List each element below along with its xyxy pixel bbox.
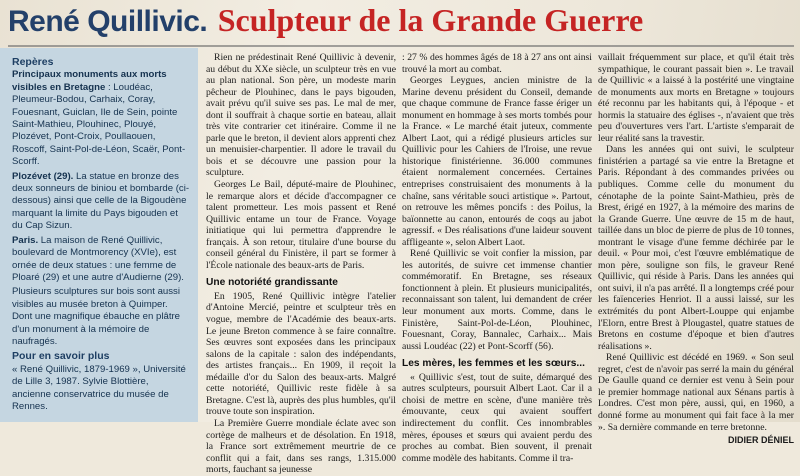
sidebar-paris — [12, 235, 190, 285]
col1-paragraph-3: En 1905, René Quillivic intègre l'atelier d'Antoine Mercié, peintre et sculpteur très en vogue, membre de l'Académie des beaux-arts. Le jeune Breton commence à se faire connaître. Ses œuvres sont exposées dans les principaux salons de la capitale : salon des indépendants, des artistes français... En 1909, il reçoit la médaille d'or du Salon des beaux-arts. Malgré cette notoriété, Quillivic reste fidèle à sa Bretagne. C'est là, auprès des plus humbles, qu'il trouve toute son inspiration. — [206, 290, 396, 418]
author-signature: DIDIER DÉNIEL — [727, 435, 794, 446]
col2-paragraph-2: Georges Leygues, ancien ministre de la Marine devenu président du Conseil, demande que chaque commune de France fasse ériger un monument en hommage à ses morts tombés pour la France. « Le marché était juteux, commente Albert Laot, qui a rédigé plusieurs articles sur Quillivic pour les Cahiers de l'Iroise, une revue historique finistérienne. 36.000 communes étaient normalement concernées. Certaines entreprises construisaient des monuments à la chaîne, sans véritable souci artistique ». Partout, on retrouve les mêmes poncifs : des Poilus, la baïonnette au canon, entourés de coqs au jabot agressif. « Des réalisations d'une laideur souvent affligeante », selon Albert Laot. — [402, 75, 592, 248]
savoir-text: « René Quillivic, 1879-1969 », Université de Lille 3, 1987. Sylvie Blottière, ancienne conservatrice du musée de Rennes. — [12, 363, 186, 412]
col2-paragraph-4: « Quillivic s'est, tout de suite, démarqué des autres sculpteurs, poursuit Albert Laot. Car il a choisi de mettre en scène, d'une manière très émouvante, ceux qui avaient souffert indirectement du conflit. Ces innombrables mères, épouses et sœurs qui avaient perdu des proches au combat. Bien souvent, il prenait comme modèle des habitants. Comme il tra- — [402, 371, 592, 464]
savoir-label: Pour en savoir plus — [12, 350, 110, 363]
sidebar-plozevet — [12, 171, 190, 233]
sidebar-monuments — [12, 69, 190, 168]
col2-subheading: Les mères, les femmes et les sœurs... — [402, 358, 585, 370]
monuments-label: Principaux monuments aux morts visibles en Bretagne — [12, 69, 167, 93]
headline-name: René Quillivic. — [8, 5, 208, 38]
headline-rule — [8, 45, 794, 47]
col3-paragraph-2: Dans les années qui ont suivi, le sculpteur finistérien a partagé sa vie entre la Bretagne et Paris. Répondant à des commandes privées ou publiques. Comme celle du monument du cénotaphe de la pointe Saint-Mathieu, près de Brest, érigé en 1927, à la mémoire des marins de la Grande Guerre. Une œuvre de 15 m de haut, taillée dans un bloc de pierre de plus de 10 tonnes, montrant le visage d'une femme déchirée par le deuil. « Pour moi, c'est l'œuvre emblématique de mon père, souligne son fils, le graveur René Quillivic, qui réside à Paris. Dans les années qui ont suivi, il n'a pas arrêté. Il a longtemps créé pour les faïenceries Henriot. Il a aussi laissé, sur les extrémités du pont Albert-Louppe qui enjambe l'Elorn, entre Brest à Plougastel, quatre statues de Bretons en costume d'époque et bien d'autres réalisations ». — [598, 144, 794, 352]
plozevet-text: La statue en bronze des deux sonneurs de biniou et bombarde (ci-dessous) ainsi que celle de la Bigoudène marquant la limite du Pays bigouden et du Cap Sizun. — [12, 170, 190, 232]
col1-paragraph-1: Rien ne prédestinait René Quillivic à devenir, au début du XXe siècle, un sculpteur très en vue au plan national. Son père, un modeste marin pêcheur de Plouhinec, dans le pays bigouden, avait prévu qu'il suive ses pas. Le mal de mer, dont il souffrait à chaque sortie en bateau, allait très vite contrarier cet itinéraire. Comme il ne parle que le breton, il devient alors apprenti chez un menuisier-charpentier. Il adore le travail du bois et se découvre une passion pour la sculpture. — [206, 52, 396, 179]
sidebar-sculptures: Plusieurs sculptures sur bois sont aussi visibles au musée breton à Quimper. Dont une magnifique ébauche en plâtre d'un monument à la mémoire de naufragés. — [12, 286, 181, 347]
sidebar-heading: Repères — [12, 56, 54, 68]
article-column-3 — [598, 52, 794, 446]
col2-paragraph-1: : 27 % des hommes âgés de 18 à 27 ans ont ainsi trouvé la mort au combat. — [402, 52, 592, 75]
article-column-2 — [402, 52, 592, 464]
col1-subheading: Une notoriété grandissante — [206, 277, 338, 289]
plozevet-label: Plozévet (29). — [12, 170, 74, 182]
paris-text: La maison de René Quillivic, boulevard de Montmorency (XVIe), est ornée de deux statues : une femme de Ploaré (29) et une autre d'Audierne (29). — [12, 234, 184, 283]
col3-paragraph-1: vaillait fréquemment sur place, et qu'il était très sympathique, le courant passait bien ». Le travail de Quillivic « a laissé à la postérité une vingtaine de monuments aux morts en Bretagne » toujours été reconnu par les habitants qui, à l'époque - et hormis la statuaire des églises -, n'avaient que très peu d'ouvertures vers l'art. L'artiste s'emparait de leur réalité sans la travestir. — [598, 52, 794, 144]
reperes-sidebar — [0, 48, 198, 422]
col3-paragraph-3: René Quillivic est décédé en 1969. « Son seul regret, c'est de n'avoir pas serré la main du général De Gaulle quand ce dernier est venu à Sein pour le premier hommage national aux Sénans partis à Londres. C'est mon père, aussi, qui, en 1960, a donné forme au monument qui fait face à la mer ». Sa dernière commande en terre bretonne. — [598, 352, 794, 433]
headline — [8, 2, 798, 46]
paris-label: Paris. — [12, 234, 39, 246]
col1-paragraph-4: La Première Guerre mondiale éclate avec son cortège de malheurs et de désolation. En 1918, la France sort extrêmement meurtrie de ce conflit qui a fait, dans ses rangs, 1.315.000 morts, fauchant sa jeunesse — [206, 417, 396, 476]
col1-paragraph-2: Georges Le Bail, député-maire de Plouhinec, le remarque alors et décide d'accompagner ce talent prometteur. Les mois passent et René Quillivic entame un tour de France. Voyage initiatique qui lui permettra d'apprendre le français. À son retour, titulaire d'une bourse du conseil général du Finistère, il part se former à l'École nationale des beaux-arts de Paris. — [206, 179, 396, 271]
monuments-text: : Loudéac, Pleumeur-Bodou, Carhaix, Coray, Fouesnant, Guiclan, Ile de Sein, pointe Saint-Mathieu, Plouhinec, Plouyé, Plozévet, Pont-Croix, Poullaouen, Roscoff, Saint-Pol-de-Léon, Scaër, Pont-Scorff. — [12, 81, 186, 168]
headline-title: Sculpteur de la Grande Guerre — [217, 2, 644, 38]
article-column-1 — [206, 52, 396, 476]
col2-paragraph-3: René Quillivic se voit confier la mission, par les autorités, de suivre cet immense chantier commémoratif. En Bretagne, ses réseaux fonctionnent à plein. Et plusieurs municipalités, reconnaissant son talent, lui demandent de créer leur monument aux morts. Comme, dans le Finistère, Saint-Pol-de-Léon, Plouhinec, Fouesnant, Coray, Bannalec, Carhaix... Mais aussi Loudéac (22) et Pont-Scorff (56). — [402, 248, 592, 352]
